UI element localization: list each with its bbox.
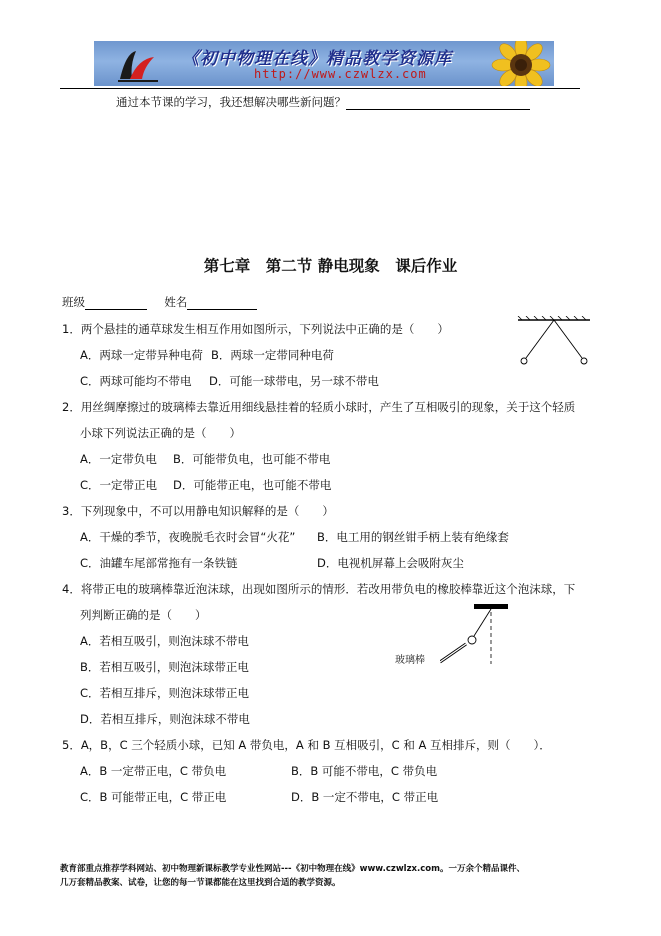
header-banner — [94, 41, 554, 86]
student-info — [62, 294, 257, 310]
question-4-stem-line2: 列判断正确的是（ ） — [80, 608, 207, 622]
question-2-option-c[interactable]: C．一定带正电 — [80, 478, 158, 492]
question-2-option-b[interactable]: B．可能带负电，也可能不带电 — [173, 452, 331, 466]
question-5-option-c[interactable]: C．B 可能带正电，C 带正电 — [80, 790, 227, 804]
glass-rod-figure — [440, 600, 516, 666]
class-field[interactable] — [85, 297, 147, 310]
question-3-option-b[interactable]: B．电工用的钢丝钳手柄上装有绝缘套 — [317, 530, 509, 544]
question-2-stem-line1: 2．用丝绸摩擦过的玻璃棒去靠近用细线悬挂着的轻质小球时，产生了互相吸引的现象，关于这个轻质 — [62, 400, 576, 414]
question-5-option-a[interactable]: A．B 一定带正电，C 带负电 — [80, 764, 227, 778]
question-4-stem-line1: 4．将带正电的玻璃棒靠近泡沫球，出现如图所示的情形．若改用带负电的橡胶棒靠近这个泡沫球，下 — [62, 582, 576, 596]
question-4-option-c[interactable]: C．若相互排斥，则泡沫球带正电 — [80, 686, 250, 700]
footer-line-1: 教育部重点推荐学科网站、初中物理新课标教学专业性网站---《初中物理在线》www.czwlzx.com。一万余个精品课件、 — [60, 864, 525, 874]
reflection-prompt — [116, 94, 530, 110]
footer-line-2: 几万套精品教案、试卷，让您的每一节课都能在这里找到合适的教学资源。 — [60, 878, 341, 888]
class-label: 班级 — [62, 295, 85, 309]
question-5-option-b[interactable]: B．B 可能不带电，C 带负电 — [291, 764, 438, 778]
question-4-option-a[interactable]: A．若相互吸引，则泡沫球不带电 — [80, 634, 249, 648]
question-3-option-d[interactable]: D．电视机屏幕上会吸附灰尘 — [317, 556, 464, 570]
page-title: 第七章 第二节 静电现象 课后作业 — [203, 256, 458, 275]
question-1-option-b[interactable]: B．两球一定带同种电荷 — [211, 348, 334, 362]
banner-url[interactable]: http://www.czwlzx.com — [254, 67, 427, 81]
question-4-option-b[interactable]: B．若相互吸引，则泡沫球带正电 — [80, 660, 249, 674]
question-1-option-a[interactable]: A．两球一定带异种电荷 — [80, 348, 203, 362]
header-divider — [60, 88, 580, 89]
question-5-option-d[interactable]: D．B 一定不带电，C 带正电 — [291, 790, 439, 804]
name-label: 姓名 — [164, 295, 188, 309]
banner-title: 《初中物理在线》精品教学资源库 — [182, 49, 452, 69]
question-5-stem: 5．A，B，C 三个轻质小球，已知 A 带负电，A 和 B 互相吸引，C 和 A 互相排斥，则（ ）． — [62, 738, 551, 752]
sunflower-icon — [486, 41, 554, 86]
reflection-answer-blank[interactable] — [346, 96, 530, 110]
question-2-stem-line2: 小球下列说法正确的是（ ） — [80, 426, 241, 440]
question-2-option-a[interactable]: A．一定带负电 — [80, 452, 157, 466]
glass-rod-label: 玻璃棒 — [395, 655, 425, 666]
question-1-option-c[interactable]: C．两球可能均不带电 — [80, 374, 192, 388]
question-4-option-d[interactable]: D．若相互排斥，则泡沫球不带电 — [80, 712, 250, 726]
question-1-stem: 1．两个悬挂的通草球发生相互作用如图所示，下列说法中正确的是（ ） — [62, 322, 449, 336]
question-1-option-d[interactable]: D．可能一球带电，另一球不带电 — [209, 374, 379, 388]
question-3-option-c[interactable]: C．油罐车尾部常拖有一条铁链 — [80, 556, 238, 570]
logo-icon — [116, 45, 160, 83]
reflection-prompt-text: 通过本节课的学习，我还想解决哪些新问题？ — [116, 95, 346, 109]
name-field[interactable] — [187, 297, 257, 310]
question-3-stem: 3．下列现象中，不可以用静电知识解释的是（ ） — [62, 504, 334, 518]
pith-balls-figure — [516, 316, 592, 372]
question-3-option-a[interactable]: A．干燥的季节，夜晚脱毛衣时会冒“火花” — [80, 530, 296, 544]
question-2-option-d[interactable]: D．可能带正电，也可能不带电 — [173, 478, 332, 492]
